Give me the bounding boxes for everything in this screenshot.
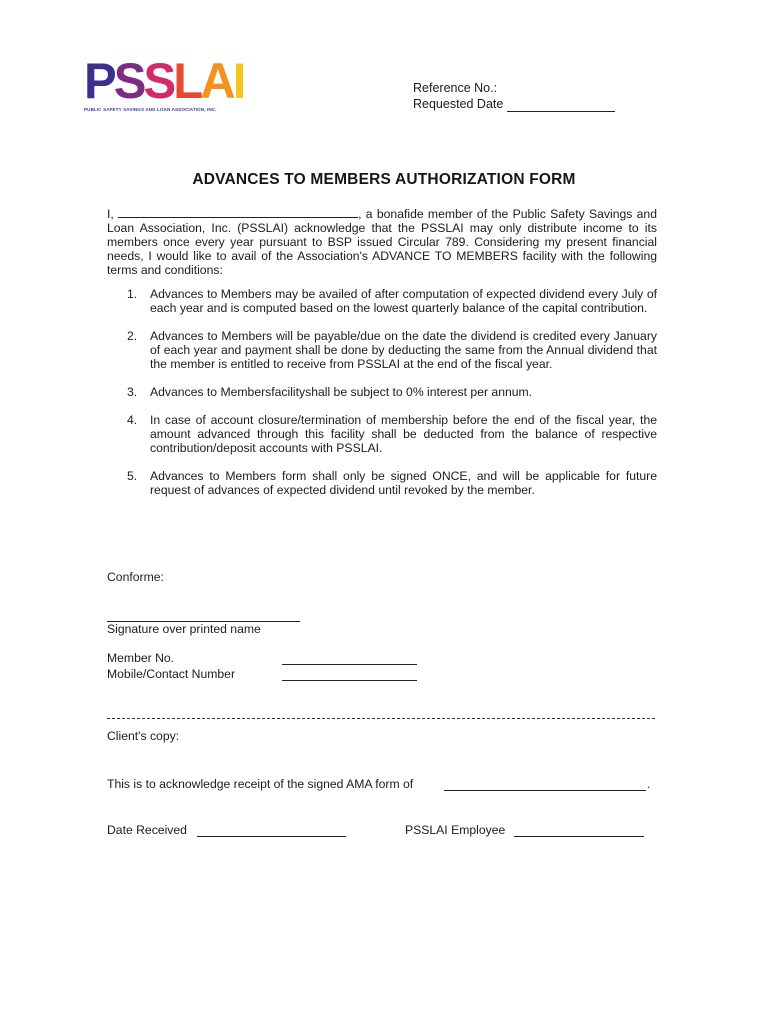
intro-paragraph bbox=[107, 206, 657, 277]
term-text: Advances to Members form shall only be signed ONCE, and will be applicable for future request of advances of expected dividend until revoked by the member. bbox=[150, 469, 657, 497]
member-no-field[interactable] bbox=[282, 664, 417, 665]
term-number: 5. bbox=[127, 469, 138, 483]
list-item bbox=[127, 287, 657, 315]
logo-tagline: PUBLIC SAFETY SAVINGS AND LOAN ASSOCIATION, INC. bbox=[84, 107, 217, 112]
logo-letter: S bbox=[113, 53, 144, 109]
logo-letter: L bbox=[173, 53, 201, 109]
requested-date-field[interactable] bbox=[507, 99, 615, 112]
signature-label: Signature over printed name bbox=[107, 622, 261, 636]
acknowledge-text: This is to acknowledge receipt of the signed AMA form of bbox=[107, 777, 414, 791]
reference-block bbox=[413, 80, 615, 112]
list-item bbox=[127, 329, 657, 371]
term-text: Advances to Membersfacilityshall be subject to 0% interest per annum. bbox=[150, 385, 533, 399]
term-text: In case of account closure/termination of membership before the end of the fiscal year, the amount advanced through this facility shall be deducted from the balance of respective contribution/deposit accounts with PSSLAI. bbox=[150, 413, 657, 455]
cut-line-divider bbox=[107, 718, 655, 719]
term-text: Advances to Members will be payable/due on the date the dividend is credited every January of each year and payment shall be done by deducting the same from the Annual dividend that the member is entitled to receive from PSSLAI at the end of the fiscal year. bbox=[150, 329, 657, 371]
term-text: Advances to Members may be availed of after computation of expected dividend every July of each year and is computed based on the lowest quarterly balance of the capital contribution. bbox=[150, 287, 657, 315]
psslai-employee-label: PSSLAI Employee bbox=[405, 823, 506, 837]
member-no-label: Member No. bbox=[107, 651, 175, 665]
term-number: 1. bbox=[127, 287, 138, 301]
intro-text: , a bonafide member of the Public Safety Savings and Loan Association, Inc. (PSSLAI) acknowledge that the PSSLAI may only distribute income to its members once every year pursuant to BSP issued Circular 789. Considering my present financial needs, I would like to avail of the Association's ADVANCE TO MEMBERS facility with the following terms and conditions: bbox=[107, 207, 657, 277]
logo-letter: I bbox=[232, 53, 244, 109]
contact-number-label: Mobile/Contact Number bbox=[107, 667, 236, 681]
term-number: 3. bbox=[127, 385, 138, 399]
requested-date-label: Requested Date bbox=[413, 97, 504, 111]
logo-letter: P bbox=[84, 53, 114, 109]
term-number: 2. bbox=[127, 329, 138, 343]
reference-no-label: Reference No.: bbox=[413, 81, 498, 95]
form-title: ADVANCES TO MEMBERS AUTHORIZATION FORM bbox=[192, 171, 576, 188]
psslai-logo bbox=[84, 53, 254, 112]
term-number: 4. bbox=[127, 413, 138, 427]
list-item bbox=[127, 469, 657, 497]
intro-prefix: I, bbox=[107, 207, 114, 221]
logo-letter: A bbox=[200, 53, 233, 109]
logo-wordmark bbox=[84, 53, 251, 109]
member-name-field[interactable] bbox=[118, 206, 358, 218]
contact-number-field[interactable] bbox=[282, 680, 417, 681]
date-received-label: Date Received bbox=[107, 823, 187, 837]
ama-form-name-field[interactable] bbox=[444, 790, 646, 791]
acknowledge-end: . bbox=[647, 777, 651, 791]
client-copy-label: Client's copy: bbox=[107, 729, 180, 743]
list-item bbox=[127, 385, 657, 399]
psslai-employee-field[interactable] bbox=[514, 836, 644, 837]
date-received-field[interactable] bbox=[197, 836, 346, 837]
terms-list bbox=[127, 287, 657, 511]
conforme-label: Conforme: bbox=[107, 570, 164, 584]
logo-letter: S bbox=[143, 53, 174, 109]
list-item bbox=[127, 413, 657, 455]
